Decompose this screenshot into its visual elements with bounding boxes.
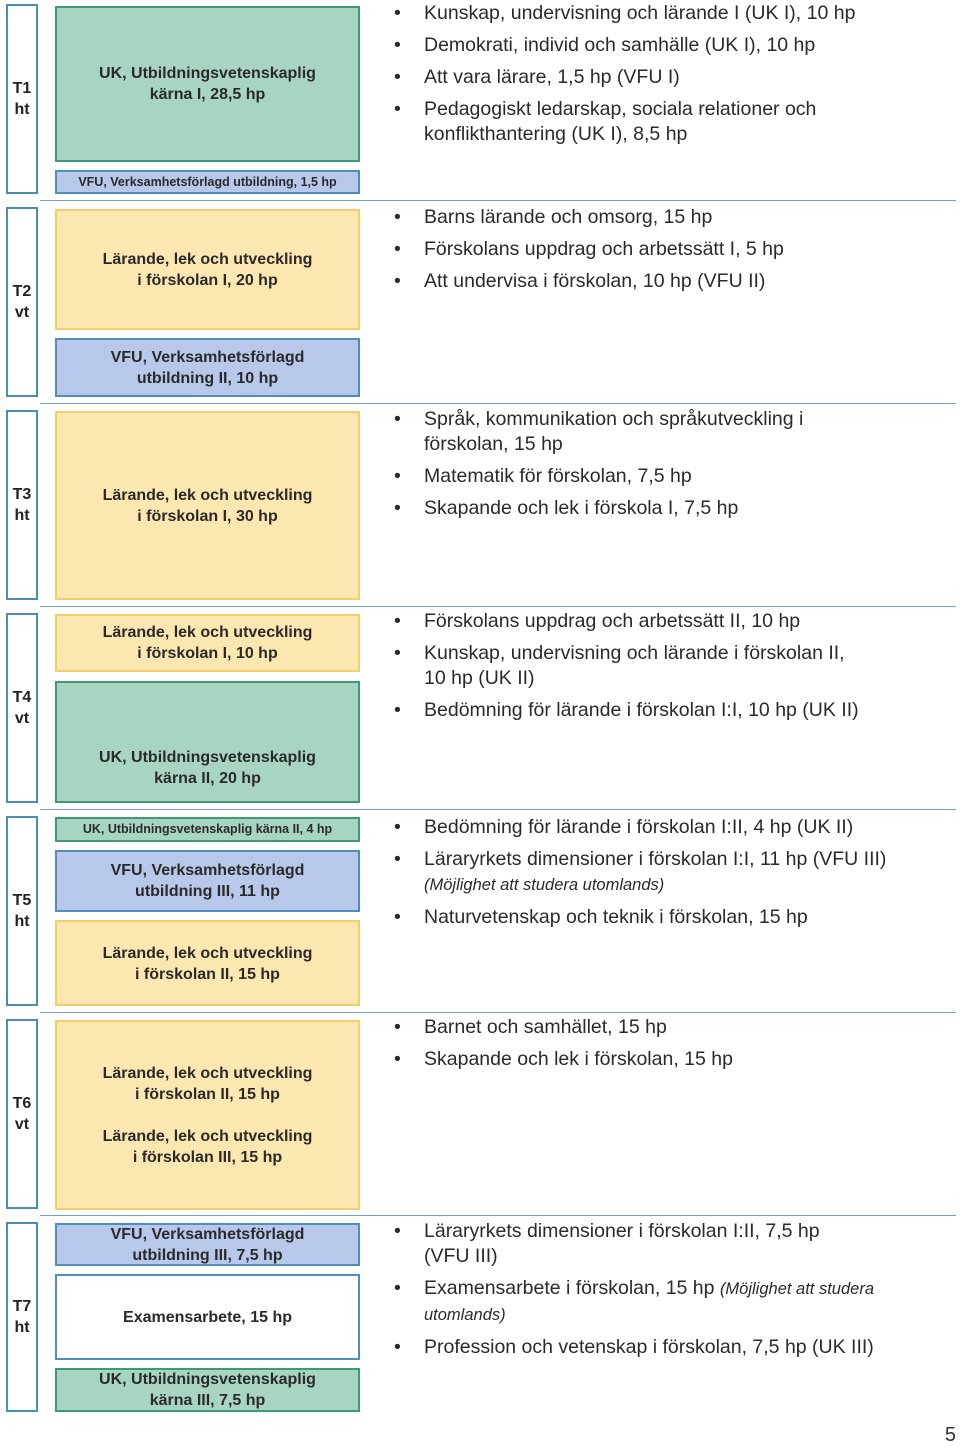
term-season: vt	[14, 304, 30, 321]
abroad-note: (Möjlighet att studera utomlands)	[424, 876, 665, 894]
list-item: • Språk, kommunikation och språkutveckling i förskolan, 15 hp	[394, 408, 804, 455]
list-item: • Profession och vetenskap i förskolan, 7,5 hp (UK III)	[394, 1336, 874, 1358]
block-line: kärna I, 28,5 hp	[149, 86, 266, 103]
term-divider	[40, 606, 956, 607]
block-line: VFU, Verksamhetsförlagd	[110, 1225, 305, 1243]
course-list-t7	[394, 1219, 954, 1367]
block-line: i förskolan I, 30 hp	[137, 507, 278, 525]
term-t1	[6, 4, 38, 194]
lek-block	[55, 1020, 360, 1210]
vfu-block	[55, 850, 360, 912]
term-code: T2	[12, 283, 32, 300]
course-list-t2	[394, 205, 954, 301]
list-item: • Barns lärande och omsorg, 15 hp	[394, 206, 713, 228]
list-item: • Naturvetenskap och teknik i förskolan, 15 hp	[394, 906, 808, 928]
block-line: VFU, Verksamhetsförlagd	[110, 348, 305, 366]
term-divider	[40, 1215, 956, 1216]
term-code: T5	[12, 892, 32, 909]
block-line: i förskolan I, 10 hp	[137, 645, 278, 662]
uk-block	[55, 1368, 360, 1412]
course-list-t1	[394, 1, 954, 154]
term-season: ht	[14, 1319, 30, 1336]
block-line: Examensarbete, 15 hp	[123, 1308, 292, 1326]
block-line: Lärande, lek och utveckling	[102, 1064, 313, 1082]
term-season: vt	[14, 1116, 30, 1133]
list-item: • Skapande och lek i förskolan, 15 hp	[394, 1048, 733, 1070]
block-line: UK, Utbildningsvetenskaplig	[99, 1371, 316, 1388]
vfu-block	[55, 338, 360, 397]
block-line: UK, Utbildningsvetenskaplig	[99, 65, 316, 82]
term-code: T1	[12, 80, 32, 97]
exam-block	[55, 1274, 360, 1360]
course-list-t5	[394, 815, 954, 937]
course-list-t6	[394, 1015, 954, 1079]
block-line: UK, Utbildningsvetenskaplig	[99, 749, 316, 766]
list-item: • Pedagogiskt ledarskap, sociala relationer och konflikthantering (UK I), 8,5 hp	[394, 98, 817, 145]
block-line: Lärande, lek och utveckling	[102, 945, 313, 962]
list-item: • Barnet och samhället, 15 hp	[394, 1016, 667, 1038]
page-number: 5	[944, 1424, 956, 1446]
term-season: ht	[14, 913, 30, 930]
list-item: • Förskolans uppdrag och arbetssätt I, 5 hp	[394, 238, 784, 260]
block-line: i förskolan III, 15 hp	[132, 1148, 283, 1166]
list-item: • Kunskap, undervisning och lärande I (UK I), 10 hp	[394, 2, 856, 24]
abroad-note: (Möjlighet att studera	[719, 1280, 875, 1298]
list-item: • Matematik för förskolan, 7,5 hp	[394, 465, 692, 487]
list-item: • Kunskap, undervisning och lärande i förskolan II, 10 hp (UK II)	[394, 642, 845, 689]
term-t3	[6, 410, 38, 600]
list-item: • Skapande och lek i förskola I, 7,5 hp	[394, 497, 739, 519]
list-item: • Läraryrkets dimensioner i förskolan I:II, 7,5 hp (VFU III)	[394, 1220, 820, 1267]
block-line: i förskolan II, 15 hp	[135, 966, 280, 983]
list-item: • Demokrati, individ och samhälle (UK I), 10 hp	[394, 34, 816, 56]
term-code: T3	[12, 486, 32, 503]
block-line: Lärande, lek och utveckling	[102, 250, 313, 268]
term-t7	[6, 1222, 38, 1412]
term-divider	[40, 403, 956, 404]
term-t6	[6, 1019, 38, 1209]
block-line: kärna II, 20 hp	[154, 770, 261, 787]
term-t2	[6, 207, 38, 397]
block-line: VFU, Verksamhetsförlagd utbildning, 1,5 hp	[78, 174, 337, 189]
uk-block	[55, 681, 360, 803]
vfu-block	[55, 1223, 360, 1266]
block-line: i förskolan I, 20 hp	[137, 271, 278, 289]
list-item: • Examensarbete i förskolan, 15 hp (Möjlighet att studera utomlands)	[394, 1277, 875, 1324]
term-code: T7	[12, 1298, 32, 1315]
block-line: utbildning II, 10 hp	[136, 369, 279, 387]
lek-block	[55, 411, 360, 600]
block-line: UK, Utbildningsvetenskaplig kärna II, 4 hp	[82, 822, 333, 836]
list-item: • Att undervisa i förskolan, 10 hp (VFU II)	[394, 270, 766, 292]
list-item: • Bedömning för lärande i förskolan I:II, 4 hp (UK II)	[394, 816, 854, 838]
block-line: Lärande, lek och utveckling	[102, 486, 313, 504]
list-item: • Läraryrkets dimensioner i förskolan I:I, 11 hp (VFU III) (Möjlighet att studera utomlands)	[394, 848, 887, 894]
uk-block	[55, 6, 360, 162]
block-line: VFU, Verksamhetsförlagd	[110, 862, 305, 879]
block-line: utbildning III, 7,5 hp	[132, 1246, 283, 1264]
course-list-t3	[394, 407, 954, 528]
term-t5	[6, 816, 38, 1006]
block-line: Lärande, lek och utveckling	[102, 1127, 313, 1145]
list-item: • Att vara lärare, 1,5 hp (VFU I)	[394, 66, 680, 88]
block-line: kärna III, 7,5 hp	[149, 1392, 266, 1409]
lek-block	[55, 209, 360, 330]
course-list-t4	[394, 609, 954, 730]
term-t4	[6, 613, 38, 803]
term-season: vt	[14, 710, 30, 727]
term-divider	[40, 200, 956, 201]
list-item: • Bedömning för lärande i förskolan I:I, 10 hp (UK II)	[394, 699, 859, 721]
term-code: T4	[12, 689, 32, 706]
lek-block	[55, 920, 360, 1006]
abroad-note: utomlands)	[424, 1306, 506, 1324]
block-line: utbildning III, 11 hp	[135, 883, 280, 900]
term-code: T6	[12, 1095, 32, 1112]
term-divider	[40, 809, 956, 810]
block-line: Lärande, lek och utveckling	[102, 624, 313, 641]
vfu-block	[55, 170, 360, 194]
block-line: i förskolan II, 15 hp	[135, 1085, 280, 1103]
list-item: • Förskolans uppdrag och arbetssätt II, 10 hp	[394, 610, 801, 632]
term-season: ht	[14, 101, 30, 118]
term-season: ht	[14, 507, 30, 524]
lek-block	[55, 614, 360, 672]
uk-block	[55, 817, 360, 842]
term-divider	[40, 1012, 956, 1013]
